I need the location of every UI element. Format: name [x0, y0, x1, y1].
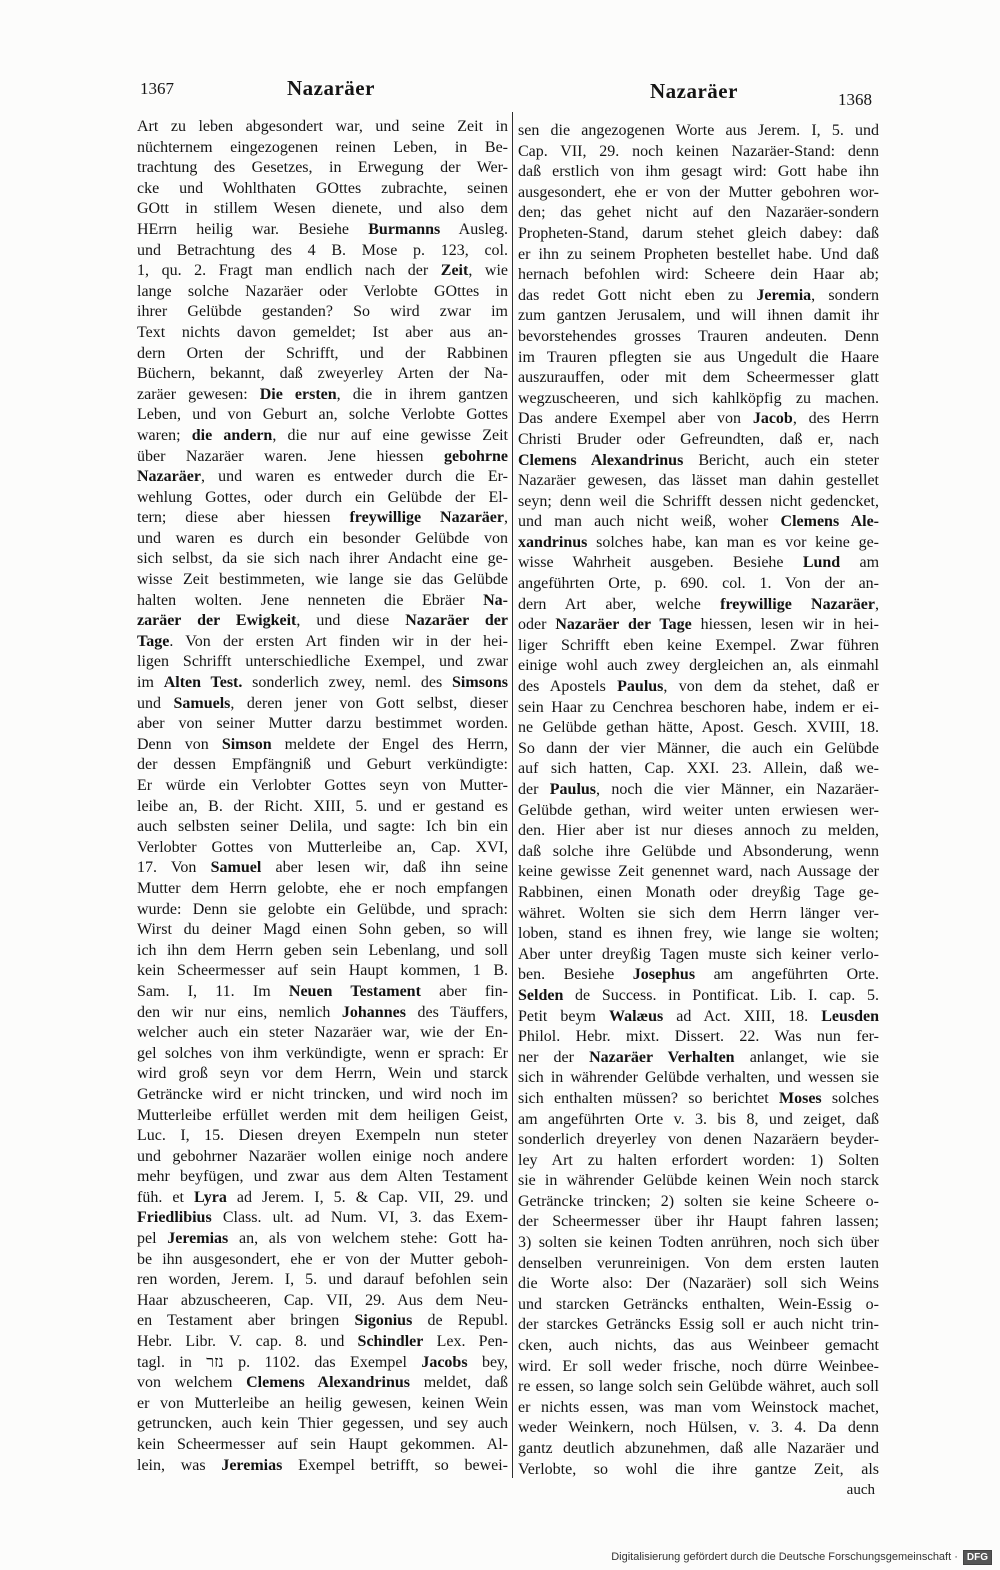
- emphasized-term: Selden: [518, 986, 564, 1004]
- text-line: Rabbinen, einen Monath oder dreyßig Tage ge-: [518, 883, 879, 901]
- text-segment: ,: [875, 595, 879, 613]
- text-line: GOtt in stillem Wesen dienete, und also dem: [137, 200, 508, 218]
- emphasized-term: Paulus: [549, 781, 597, 798]
- text-line: sich selbst, da sie sich nach ihrer Andacht eine ge-: [137, 550, 508, 568]
- text-line: Er würde ein Verlobter Gottes seyn von Mutter-: [137, 777, 508, 794]
- text-segment: , die nur auf eine gewisse Zeit: [272, 426, 508, 444]
- text-line: [137, 447, 508, 468]
- emphasized-term: Simsons: [451, 674, 508, 692]
- text-segment: zaräer gewesen:: [137, 385, 260, 403]
- emphasized-term: Jeremias: [221, 1456, 283, 1474]
- text-segment: wisse Wahrheit ausgeben. Besiehe: [518, 554, 803, 572]
- text-line: Art zu leben abgesondert war, und seine Zeit in: [137, 118, 508, 135]
- text-line: [137, 611, 508, 632]
- text-line: Wirst du deiner Magd einen Sohn geben, so will: [137, 921, 508, 939]
- text-line: ausgesondert, ehe er von der Mutter gebohren wor-: [518, 183, 879, 201]
- text-line: wird. Er soll weder frische, noch dürre Weinbee-: [518, 1357, 879, 1375]
- text-line: Geträncke wird er nicht trincken, und wird noch im: [137, 1085, 508, 1103]
- text-segment: im: [137, 674, 164, 692]
- text-segment: des Apostels: [518, 678, 618, 696]
- text-line: auf sich hatten, Cap. XXI. 23. Allein, daß we-: [518, 760, 879, 778]
- text-segment: bey,: [467, 1353, 508, 1371]
- text-segment: das redet Gott nicht eben zu: [518, 286, 757, 304]
- emphasized-term: Josephus: [632, 966, 696, 984]
- emphasized-term: Samuels: [173, 694, 231, 712]
- text-segment: en Testament aber bringen: [137, 1312, 355, 1330]
- text-line: Büchern, bekannt, daß zweyerley Arten der Na-: [137, 365, 508, 383]
- text-segment: anlanget, wie sie: [734, 1048, 879, 1066]
- emphasized-term: gebohrne: [444, 447, 508, 465]
- left-column: [137, 117, 508, 1476]
- text-line: [137, 694, 508, 715]
- text-line: [137, 1188, 508, 1209]
- text-line: [137, 426, 508, 447]
- text-line: einige wohl auch zwey dergleichen an, als einmahl: [518, 657, 879, 675]
- text-segment: , die in ihrem gantzen: [336, 385, 508, 403]
- text-line: den; das gehet nicht auf den Nazaräer-sondern: [518, 204, 879, 222]
- emphasized-term: Paulus: [617, 678, 664, 696]
- text-line: gel solches von ihm verkündigte, wenn er sprach: Er: [137, 1044, 508, 1062]
- emphasized-term: Jacob: [752, 410, 793, 428]
- text-line: Propheten-Stand, darum stehet gleich dabey: daß: [518, 224, 879, 242]
- text-segment: aber fin-: [420, 982, 508, 1000]
- text-segment: solches: [821, 1089, 879, 1107]
- text-segment: , von dem da stehet, daß er: [663, 678, 879, 696]
- text-segment: sonderlich zwey, neml. des: [242, 674, 452, 692]
- text-line: sonderlich dreyerley von denen Nazaräern beyder-: [518, 1131, 879, 1149]
- text-line: leibe an, B. der Richt. XIII, 5. und er gestand es: [137, 797, 508, 815]
- text-line: re essen, so lange solch sein Gelübde währet, auch soll: [518, 1378, 879, 1396]
- text-line: und gebohrner Nazaräer wollen einige noch andere: [137, 1147, 508, 1165]
- text-segment: der: [518, 781, 550, 798]
- emphasized-term: die andern: [191, 426, 273, 444]
- catchword: auch: [846, 1482, 875, 1499]
- text-segment: am angeführten Orte.: [695, 966, 879, 984]
- emphasized-term: Moses: [778, 1089, 822, 1107]
- text-segment: Exempel betrifft, so bewei-: [282, 1456, 508, 1474]
- dfg-logo: DFG: [963, 1550, 992, 1565]
- text-segment: , wie: [468, 262, 508, 280]
- text-line: [137, 1353, 508, 1374]
- text-segment: tern; diese aber hiessen: [137, 509, 350, 527]
- credit-text: Digitalisierung gefördert durch die Deutsche Forschungsgemeinschaft ·: [611, 1551, 958, 1563]
- text-segment: ad Act. XIII, 18.: [663, 1007, 822, 1025]
- text-line: zum gantzen Jerusalem, und will ihnen damit ihr: [518, 307, 879, 325]
- emphasized-term: Samuel: [210, 859, 262, 877]
- emphasized-term: Clemens Ale-: [780, 513, 879, 531]
- text-segment: ben. Besiehe: [518, 966, 633, 984]
- text-line: wehlung Gottes, oder durch ein Gelübde der El-: [137, 488, 508, 506]
- emphasized-term: Johannes: [341, 1003, 406, 1021]
- text-line: er ihn zu seinem Propheten bestellet habe. Und daß: [518, 245, 879, 263]
- text-line: [137, 261, 508, 282]
- text-segment: des Täuffers,: [405, 1003, 508, 1021]
- text-line: angeführten Orte, p. 690. col. 1. Von der an-: [518, 575, 879, 593]
- text-segment: Sam. I, 11. Im: [137, 982, 289, 1000]
- text-segment: Class. ult. ad Num. VI, 3. das Exem-: [211, 1209, 508, 1227]
- text-line: bevorstehendes grosses Trauren andeuten. Denn: [518, 327, 879, 345]
- text-segment: von welchem: [137, 1374, 247, 1392]
- text-line: [137, 632, 508, 653]
- emphasized-term: xandrinus: [518, 533, 588, 551]
- emphasized-term: Walæus: [608, 1007, 664, 1025]
- text-line: weder Weinkern, noch Hülsen, v. 3. 4. Da denn: [518, 1419, 879, 1437]
- text-segment: meldet, daß: [410, 1374, 508, 1392]
- text-line: Nazaräer gewesen, das lässet man dahin gestellet: [518, 472, 879, 490]
- text-line: wegzuscheeren, und sich kahlköpfig zu machen.: [518, 389, 879, 407]
- emphasized-term: freywillige Nazaräer: [720, 595, 876, 613]
- text-segment: waren;: [137, 426, 192, 444]
- text-segment: den wir nur eins, nemlich: [137, 1003, 342, 1021]
- text-line: [137, 1003, 508, 1024]
- text-line: [518, 965, 879, 986]
- text-line: aber von seiner Mutter darzu bestimmet worden.: [137, 715, 508, 733]
- text-line: [137, 508, 508, 529]
- emphasized-term: Jacobs: [421, 1353, 468, 1371]
- emphasized-term: Leusden: [821, 1007, 879, 1025]
- emphasized-term: Lyra: [193, 1188, 227, 1206]
- emphasized-term: freywillige Nazaräer: [349, 509, 504, 527]
- text-segment: füh. et: [137, 1188, 194, 1206]
- text-line: nüchternem eingezogenen reinen Leben, in Be-: [137, 138, 508, 156]
- text-line: [137, 1208, 508, 1229]
- text-segment: und man auch nicht weiß, woher: [518, 513, 781, 531]
- right-column: [518, 121, 879, 1501]
- text-line: sie in währender Gelübde keinen Wein noch starck: [518, 1172, 879, 1190]
- text-line: Geträncke trincken; 2) solten sie keine Scheere o-: [518, 1192, 879, 1210]
- text-line: [137, 1311, 508, 1332]
- text-line: 3) solten sie keinen Todten anrühren, noch sich über: [518, 1234, 879, 1252]
- text-line: der dessen Empfängniß und Geburt verkündigte:: [137, 756, 508, 774]
- text-line: [137, 982, 508, 1003]
- emphasized-term: Clemens Alexandrinus: [518, 451, 684, 469]
- text-line: sich in währender Gelübde verhalten, und wessen sie: [518, 1069, 879, 1087]
- text-line: [137, 1332, 508, 1353]
- text-line: ich ihn dem Herrn geben sein Lebenlang, und soll: [137, 941, 508, 959]
- text-line: [137, 1373, 508, 1394]
- text-line: im Trauren pflegten sie aus Ungedult die Haare: [518, 348, 879, 366]
- emphasized-term: Friedlibius: [137, 1209, 212, 1227]
- text-line: [518, 595, 879, 616]
- text-line: cke und Wohlthaten GOttes zubrachte, seinen: [137, 179, 508, 197]
- text-line: [137, 735, 508, 756]
- text-line: liger Schrifft eben keine Exempel. Zwar führen: [518, 636, 879, 654]
- text-segment: , und waren es entweder durch die Er-: [200, 468, 508, 486]
- text-segment: oder: [518, 616, 556, 634]
- text-line: gantz deutlich abzunehmen, daß alle Nazaräer und: [518, 1440, 879, 1457]
- emphasized-term: Simson: [221, 735, 272, 753]
- emphasized-term: Nazaräer: [137, 468, 201, 486]
- text-segment: Bericht, auch ein steter: [683, 451, 879, 469]
- text-line: keine gewisse Zeit genennet ward, nach Aussage der: [518, 863, 879, 881]
- text-segment: de Republ.: [412, 1312, 508, 1330]
- emphasized-term: Na-: [483, 591, 508, 609]
- text-line: loben, stand es ihnen frey, wie lange sie wolten;: [518, 925, 879, 943]
- text-line: auszurauffen, oder mit dem Scheermesser glatt: [518, 369, 879, 387]
- emphasized-term: Schindler: [357, 1333, 424, 1351]
- text-segment: ,: [504, 509, 508, 527]
- text-segment: 1, qu. 2. Fragt man endlich nach der: [137, 262, 441, 280]
- text-line: Mutter dem Herrn gelobte, ehe er noch empfangen: [137, 879, 508, 897]
- text-line: [518, 533, 879, 554]
- text-line: Gelübde gethan, wird weiter unten erwiesen wer-: [518, 801, 879, 819]
- text-segment: . Von der ersten Art finden wir in der hei-: [169, 632, 508, 650]
- text-line: Verlobter Gottes von Mutterleibe an, Cap. XVI,: [137, 838, 508, 856]
- text-line: [137, 858, 508, 879]
- text-line: seyn; denn weil die Schrifft dessen nicht gedencket,: [518, 492, 879, 510]
- running-title-left: Nazaräer: [287, 76, 375, 100]
- text-line: wurde: Denn sie gelobte ein Gelübde, und sprach:: [137, 900, 508, 918]
- text-line: [518, 677, 879, 698]
- text-line: den. Hier aber ist nur dieses annoch zu melden,: [518, 822, 879, 840]
- text-line: wisse Zeit bestimmeten, wie lange sie das Gelübde: [137, 571, 508, 589]
- text-segment: dern Art aber, welche: [518, 595, 721, 613]
- text-line: [137, 467, 508, 488]
- text-line: ihrer Gelübde gestanden? So wird zwar im: [137, 303, 508, 321]
- text-line: dern Orten der Schrifft, und der Rabbinen: [137, 344, 508, 362]
- text-segment: Lex. Pen-: [423, 1333, 508, 1351]
- emphasized-term: Die ersten: [259, 385, 337, 403]
- text-line: Christi Bruder oder Gefreundten, daß er, nach: [518, 430, 879, 448]
- running-title-right: Nazaräer: [650, 79, 738, 103]
- page-number-right: 1368: [838, 90, 872, 109]
- text-segment: und: [137, 694, 174, 712]
- text-line: er von Mutterleibe an heilig gewesen, keinen Wein: [137, 1394, 508, 1412]
- text-line: der starckes Geträncks Essig soll er auch nicht trin-: [518, 1316, 879, 1334]
- text-segment: ad Jerem. I, 5. & Cap. VII, 29. und: [226, 1188, 508, 1206]
- text-line: Mutterleibe erfüllet werden mit dem heiligen Geist,: [137, 1106, 508, 1124]
- text-line: [137, 1229, 508, 1250]
- text-line: [137, 591, 508, 612]
- text-line: [137, 385, 508, 406]
- emphasized-term: Zeit: [440, 262, 469, 280]
- text-line: getruncken, auch kein Thier gegessen, und sey auch: [137, 1415, 508, 1433]
- emphasized-term: Jeremia: [756, 286, 812, 304]
- text-line: Leben, und von Geburt an, solche Verlobte Gottes: [137, 406, 508, 424]
- text-line: lange solche Nazaräer oder Verlobte GOttes in: [137, 282, 508, 300]
- text-line: und waren es durch ein besonder Gelübde von: [137, 529, 508, 547]
- text-line: ley Art zu halten erfordert worden: 1) Solten: [518, 1151, 879, 1169]
- text-line: am angeführten Orte v. 3. bis 8, und zeiget, daß: [518, 1110, 879, 1128]
- text-segment: tagl. in נזר p. 1102. das Exempel: [137, 1353, 422, 1371]
- text-line: auch selbsten seiner Delila, und sagte: Ich bin ein: [137, 818, 508, 836]
- text-segment: über Nazaräer waren. Jene hiessen: [137, 447, 444, 465]
- text-line: daß erstlich von ihm gesagt wird: Gott habe ihn: [518, 163, 879, 181]
- text-segment: , sondern: [811, 286, 879, 304]
- text-line: ren worden, Jerem. I, 5. und darauf befohlen sein: [137, 1271, 508, 1289]
- text-line: sen die angezogenen Worte aus Jerem. I, 5. und: [518, 122, 879, 139]
- text-line: cken, auch nichts, das aus Weinbeer gemacht: [518, 1337, 879, 1355]
- text-line: der Scheermesser über ihr Haupt fahren lassen;: [518, 1213, 879, 1231]
- text-line: ligen Schrifft unterschiedliche Exempel, und zwar: [137, 653, 508, 671]
- text-line: [137, 220, 508, 241]
- text-segment: solches habe, kan man es vor keine ge-: [587, 533, 879, 551]
- text-line: denselben verunreinigen. Von dem ersten lauten: [518, 1254, 879, 1272]
- text-line: er nichts essen, was man vom Weinstock machet,: [518, 1398, 879, 1416]
- text-line: [518, 1089, 879, 1110]
- text-line: ne Gelübde gethan hätte, Apost. Gesch. XVIII, 18.: [518, 719, 879, 737]
- emphasized-term: Sigonius: [354, 1312, 413, 1330]
- text-line: So dann der vier Männer, die auch ein Gelübde: [518, 739, 879, 757]
- text-segment: halten wolten. Jene nenneten die Ebräer: [137, 591, 484, 609]
- text-line: Aber unter dreyßig Tagen muste sich keiner verlo-: [518, 945, 879, 963]
- text-segment: sich enthalten müssen? so berichtet: [518, 1089, 779, 1107]
- text-line: mehr beyfügen, und zwar aus dem Alten Testament: [137, 1168, 508, 1186]
- text-line: Cap. VII, 29. noch keinen Nazaräer-Stand: denn: [518, 142, 879, 160]
- text-segment: Ausleg.: [440, 220, 508, 238]
- text-line: kein Scheermesser auf sein Haupt kommen, 1 B.: [137, 962, 508, 980]
- text-line: Philol. Hebr. mixt. Dissert. 22. Was nun fer-: [518, 1028, 879, 1046]
- text-line: Verlobte, so wohl die ihre gantze Zeit, als: [518, 1460, 879, 1478]
- emphasized-term: Nazaräer der: [405, 612, 508, 630]
- emphasized-term: Alten Test.: [163, 674, 243, 692]
- text-line: [518, 1007, 879, 1028]
- text-segment: ner der: [518, 1048, 590, 1066]
- text-segment: Hebr. Libr. V. cap. 8. und: [137, 1333, 358, 1351]
- text-line: sein Haar zu Cenchrea beschoren habe, indem er ei-: [518, 698, 879, 716]
- text-line: [518, 512, 879, 533]
- text-segment: pel: [137, 1230, 168, 1248]
- text-line: kein Scheermesser auf sein Haupt gekommen. Al-: [137, 1436, 508, 1453]
- emphasized-term: Lund: [802, 554, 841, 572]
- text-line: trachtung des Gesetzes, in Erwegung der Wer-: [137, 159, 508, 177]
- emphasized-term: Neuen Testament: [288, 982, 421, 1000]
- text-line: die Worte also: Der (Nazaräer) soll sich Weins: [518, 1275, 879, 1293]
- text-line: hernach befohlen wird: Scheere dein Haar ab;: [518, 266, 879, 284]
- text-segment: 17. Von: [137, 859, 211, 877]
- text-line: [518, 451, 879, 472]
- digitization-credit: [611, 1549, 992, 1565]
- text-line: welcher auch ein steter Nazaräer war, wie der En-: [137, 1024, 508, 1042]
- text-line: Haar abzuscheeren, Cap. VII, 29. Aus dem Neu-: [137, 1291, 508, 1309]
- text-line: daß solche ihre Gelübde und Absonderung, wenn: [518, 842, 879, 860]
- text-segment: am: [840, 554, 879, 572]
- emphasized-term: Burmanns: [368, 220, 441, 238]
- text-line: währet. Wolten sie sich dem Herrn länger ver-: [518, 904, 879, 922]
- page-number-left: 1367: [140, 79, 174, 98]
- text-line: [518, 986, 879, 1007]
- text-segment: lein, was: [137, 1456, 222, 1474]
- text-line: und starcken Geträncks enthalten, Wein-Essig o-: [518, 1295, 879, 1313]
- text-segment: meldete der Engel des Herrn,: [271, 735, 508, 753]
- text-line: [518, 780, 879, 801]
- emphasized-term: Tage: [137, 632, 170, 650]
- text-segment: HErrn heilig war. Besiehe: [137, 220, 369, 238]
- text-line: [518, 1048, 879, 1069]
- emphasized-term: zaräer der Ewigkeit: [137, 612, 297, 630]
- text-segment: Petit beym: [518, 1007, 609, 1025]
- text-segment: , des Herrn: [792, 410, 879, 428]
- column-rule: [512, 112, 513, 1478]
- text-segment: de Success. in Pontificat. Lib. I. cap. 5.: [563, 986, 879, 1004]
- text-segment: an, als von welchem stehe: Gott ha-: [228, 1230, 508, 1248]
- text-line: be ihn ausgesondert, ehe er von der Mutter geboh-: [137, 1250, 508, 1268]
- text-line: [518, 615, 879, 636]
- text-line: Text nichts davon gemeldet; Ist aber aus an-: [137, 323, 508, 341]
- text-line: und Betrachtung des 4 B. Mose p. 123, col.: [137, 241, 508, 259]
- text-line: [518, 553, 879, 574]
- text-line: [518, 286, 879, 307]
- emphasized-term: Jeremias: [167, 1230, 229, 1248]
- text-line: Luc. I, 15. Diesen dreyen Exempeln nun steter: [137, 1127, 508, 1145]
- text-segment: hiessen, lesen wir in hei-: [691, 616, 879, 634]
- text-segment: Denn von: [137, 735, 222, 753]
- text-segment: , noch die vier Männer, ein Nazaräer-: [596, 781, 879, 798]
- text-line: [137, 1456, 508, 1477]
- text-segment: Das andere Exempel aber von: [518, 410, 753, 428]
- emphasized-term: Nazaräer der Tage: [555, 616, 692, 634]
- text-line: wird groß seyn vor dem Herrn, Wein und starck: [137, 1065, 508, 1083]
- emphasized-term: Nazaräer Verhalten: [589, 1048, 735, 1066]
- text-segment: aber lesen wir, daß ihn seine: [261, 859, 508, 877]
- emphasized-term: Clemens Alexandrinus: [246, 1374, 411, 1392]
- text-segment: , deren jener von Gott selbst, dieser: [230, 694, 508, 712]
- text-segment: , und diese: [296, 612, 406, 630]
- text-line: [137, 673, 508, 694]
- text-line: [518, 409, 879, 430]
